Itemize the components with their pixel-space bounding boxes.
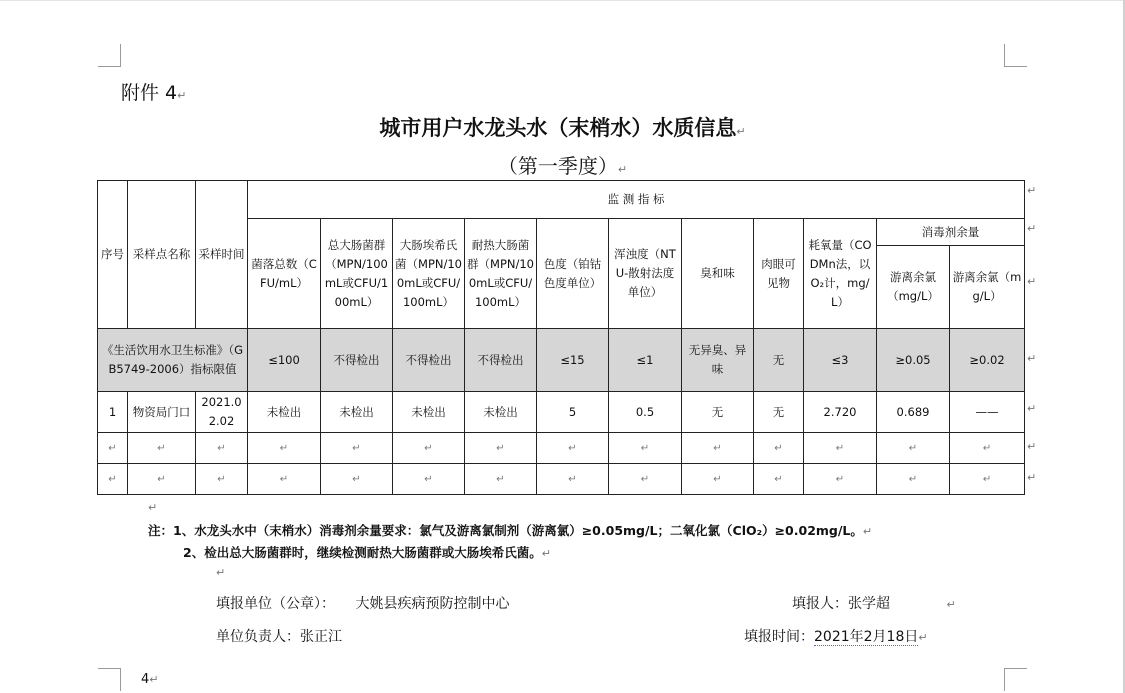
empty-cell[interactable] xyxy=(754,464,804,495)
empty-cell[interactable] xyxy=(128,433,196,464)
standard-value[interactable]: ≤15 xyxy=(537,329,609,392)
cell-end-mark: ↵ xyxy=(279,443,289,454)
empty-cell[interactable] xyxy=(537,433,609,464)
cell-end-mark: ↵ xyxy=(108,443,117,454)
crop-mark-top-right xyxy=(1004,44,1027,67)
standard-value[interactable]: 无异臭、异味 xyxy=(682,329,754,392)
cell-end-mark: ↵ xyxy=(835,474,845,485)
unit-leader-value: 张正江 xyxy=(300,629,342,645)
row-value[interactable]: 无 xyxy=(754,392,804,433)
cell-end-mark: ↵ xyxy=(640,443,650,454)
cell-end-mark: ↵ xyxy=(774,474,783,485)
row-value[interactable]: 未检出 xyxy=(321,392,393,433)
header-disinfectant-group[interactable]: 消毒剂余量 xyxy=(877,219,1025,246)
row-end-mark: ↵ xyxy=(1027,402,1037,415)
row-time[interactable]: 2021.02.02 xyxy=(196,392,248,433)
header-indicator-1[interactable]: 菌落总数（CFU/mL） xyxy=(248,219,321,329)
paragraph-mark: ↵ xyxy=(216,566,226,579)
report-date-label: 填报时间： xyxy=(744,629,814,645)
row-value[interactable]: 未检出 xyxy=(393,392,465,433)
empty-cell[interactable] xyxy=(465,464,537,495)
row-end-mark: ↵ xyxy=(1027,184,1037,197)
standard-value[interactable]: 无 xyxy=(754,329,804,392)
empty-cell[interactable] xyxy=(754,433,804,464)
row-value[interactable]: 无 xyxy=(682,392,754,433)
crop-mark-top-left xyxy=(98,44,121,67)
header-site[interactable]: 采样点名称 xyxy=(128,181,196,329)
header-indicator-2[interactable]: 总大肠菌群（MPN/100mL或CFU/100mL） xyxy=(321,219,393,329)
row-value[interactable]: —— xyxy=(950,392,1025,433)
reporting-unit-value: 大姚县疾病预防控制中心 xyxy=(355,596,510,612)
cell-end-mark: ↵ xyxy=(496,443,505,454)
cell-end-mark: ↵ xyxy=(774,443,783,454)
cell-end-mark: ↵ xyxy=(568,474,577,485)
cell-end-mark: ↵ xyxy=(713,474,722,485)
header-indicator-4[interactable]: 耐热大肠菌群（MPN/100mL或CFU/100mL） xyxy=(465,219,537,329)
empty-cell[interactable] xyxy=(393,433,465,464)
header-indicator-7[interactable]: 臭和味 xyxy=(682,219,754,329)
unit-leader[interactable] xyxy=(216,626,342,646)
header-indicator-5[interactable]: 色度（铂钴色度单位） xyxy=(537,219,609,329)
header-indicator-9[interactable]: 耗氧量（CODMn法，以O₂计，mg/L） xyxy=(804,219,877,329)
standard-value[interactable]: ≥0.05 xyxy=(877,329,950,392)
cell-end-mark: ↵ xyxy=(835,443,845,454)
cell-end-mark: ↵ xyxy=(496,474,505,485)
header-row-1 xyxy=(98,181,1025,219)
subtitle-text: （第一季度） xyxy=(497,154,618,178)
cell-end-mark: ↵ xyxy=(217,443,226,454)
empty-cell[interactable] xyxy=(804,464,877,495)
row-value[interactable]: 未检出 xyxy=(248,392,321,433)
cell-end-mark: ↵ xyxy=(713,443,722,454)
cell-end-mark: ↵ xyxy=(352,474,361,485)
cell-end-mark: ↵ xyxy=(640,474,650,485)
title-text: 城市用户水龙头水（末梢水）水质信息 xyxy=(379,116,737,140)
water-quality-table xyxy=(97,180,1025,495)
header-serial[interactable]: 序号 xyxy=(98,181,128,329)
cell-end-mark: ↵ xyxy=(424,443,433,454)
empty-cell[interactable] xyxy=(98,433,128,464)
empty-cell[interactable] xyxy=(609,464,682,495)
standard-value[interactable]: 不得检出 xyxy=(465,329,537,392)
reporter-value: 张学超 xyxy=(848,596,890,612)
paragraph-mark: ↵ xyxy=(541,547,551,560)
cell-end-mark: ↵ xyxy=(352,443,361,454)
cell-end-mark: ↵ xyxy=(568,443,577,454)
paragraph-mark: ↵ xyxy=(617,163,628,176)
page-top-rule xyxy=(0,0,1125,1)
empty-row xyxy=(98,433,1025,464)
header-time[interactable]: 采样时间 xyxy=(196,181,248,329)
table-row xyxy=(98,392,1025,433)
empty-cell[interactable] xyxy=(465,433,537,464)
header-monitor-group[interactable]: 监 测 指 标 xyxy=(248,181,1025,219)
report-date-value: 2021年2月18日 xyxy=(814,629,919,645)
paragraph-mark: ↵ xyxy=(918,631,928,644)
row-serial[interactable]: 1 xyxy=(98,392,128,433)
row-value[interactable]: 5 xyxy=(537,392,609,433)
empty-cell[interactable] xyxy=(537,464,609,495)
standard-value[interactable]: ≤1 xyxy=(609,329,682,392)
reporter-label: 填报人： xyxy=(792,596,848,612)
standard-value[interactable]: 不得检出 xyxy=(393,329,465,392)
empty-cell[interactable] xyxy=(877,464,950,495)
empty-cell[interactable] xyxy=(248,464,321,495)
empty-cell[interactable] xyxy=(248,433,321,464)
cell-end-mark: ↵ xyxy=(157,443,166,454)
header-indicator-8[interactable]: 肉眼可见物 xyxy=(754,219,804,329)
empty-cell[interactable] xyxy=(321,464,393,495)
empty-cell[interactable] xyxy=(196,433,248,464)
row-value[interactable]: 2.720 xyxy=(804,392,877,433)
row-site[interactable]: 物资局门口 xyxy=(128,392,196,433)
header-indicator-10[interactable]: 游离余氯（mg/L） xyxy=(877,246,950,329)
paragraph-mark: ↵ xyxy=(736,125,746,138)
empty-cell[interactable] xyxy=(682,433,754,464)
cell-end-mark: ↵ xyxy=(157,474,166,485)
paragraph-mark: ↵ xyxy=(862,525,873,538)
crop-mark-bottom-right xyxy=(1004,668,1027,691)
row-value[interactable]: 未检出 xyxy=(465,392,537,433)
page-number-text: 4 xyxy=(141,672,150,687)
report-date[interactable] xyxy=(744,626,928,646)
unit-leader-label: 单位负责人： xyxy=(216,629,300,645)
empty-cell[interactable] xyxy=(682,464,754,495)
cell-end-mark: ↵ xyxy=(908,443,918,454)
cell-end-mark: ↵ xyxy=(424,474,433,485)
paragraph-mark: ↵ xyxy=(149,673,159,686)
empty-cell[interactable] xyxy=(877,433,950,464)
empty-cell[interactable] xyxy=(128,464,196,495)
empty-cell[interactable] xyxy=(950,433,1025,464)
document-subtitle[interactable] xyxy=(0,150,1125,179)
standard-value[interactable]: ≤100 xyxy=(248,329,321,392)
page-number xyxy=(141,672,159,687)
document-title[interactable] xyxy=(0,112,1125,142)
empty-cell[interactable] xyxy=(196,464,248,495)
header-indicator-6[interactable]: 浑浊度（NTU-散射法度单位） xyxy=(609,219,682,329)
note-disinfectant-requirement[interactable] xyxy=(148,521,872,539)
empty-cell[interactable] xyxy=(321,433,393,464)
cell-end-mark: ↵ xyxy=(982,443,992,454)
standard-label[interactable]: 《生活饮用水卫生标准》（GB5749-2006）指标限值 xyxy=(98,329,248,392)
attachment-text: 附件 4 xyxy=(121,82,178,104)
header-indicator-3[interactable]: 大肠埃希氏菌（MPN/100mL或CFU/100mL） xyxy=(393,219,465,329)
note-followup-testing[interactable] xyxy=(183,543,551,561)
row-value[interactable]: 0.689 xyxy=(877,392,950,433)
cell-end-mark: ↵ xyxy=(908,474,918,485)
standard-value[interactable]: 不得检出 xyxy=(321,329,393,392)
cell-end-mark: ↵ xyxy=(982,474,992,485)
crop-mark-bottom-left xyxy=(98,668,121,691)
attachment-label[interactable] xyxy=(121,78,186,105)
header-indicator-11[interactable]: 游离余氯（mg/L） xyxy=(950,246,1025,329)
standard-value[interactable]: ≥0.02 xyxy=(950,329,1025,392)
row-end-mark: ↵ xyxy=(1027,222,1037,235)
note2-text: 2、检出总大肠菌群时，继续检测耐热大肠菌群或大肠埃希氏菌。 xyxy=(183,545,542,560)
standard-value[interactable]: ≤3 xyxy=(804,329,877,392)
empty-cell[interactable] xyxy=(393,464,465,495)
paragraph-mark: ↵ xyxy=(177,89,187,102)
empty-row xyxy=(98,464,1025,495)
empty-cell[interactable] xyxy=(950,464,1025,495)
empty-cell[interactable] xyxy=(609,433,682,464)
note1-text: 注：1、水龙头水中（末梢水）消毒剂余量要求：氯气及游离氯制剂（游离氯）≥0.05mg/L；二氧化氯（ClO₂）≥0.02mg/L。 xyxy=(148,523,863,538)
empty-cell[interactable] xyxy=(804,433,877,464)
cell-end-mark: ↵ xyxy=(279,474,289,485)
cell-end-mark: ↵ xyxy=(217,474,226,485)
paragraph-mark: ↵ xyxy=(148,501,158,514)
reporting-unit-label: 填报单位（公章）： xyxy=(216,596,335,612)
row-end-mark: ↵ xyxy=(1027,275,1037,288)
row-end-mark: ↵ xyxy=(1027,352,1037,365)
row-end-mark: ↵ xyxy=(1027,440,1037,453)
reporting-unit[interactable] xyxy=(216,593,509,613)
row-end-mark: ↵ xyxy=(1027,471,1037,484)
row-value[interactable]: 0.5 xyxy=(609,392,682,433)
cell-end-mark: ↵ xyxy=(108,474,117,485)
standard-limit-row xyxy=(98,329,1025,392)
empty-cell[interactable] xyxy=(98,464,128,495)
paragraph-mark: ↵ xyxy=(946,598,956,611)
reporter[interactable] xyxy=(792,593,956,613)
